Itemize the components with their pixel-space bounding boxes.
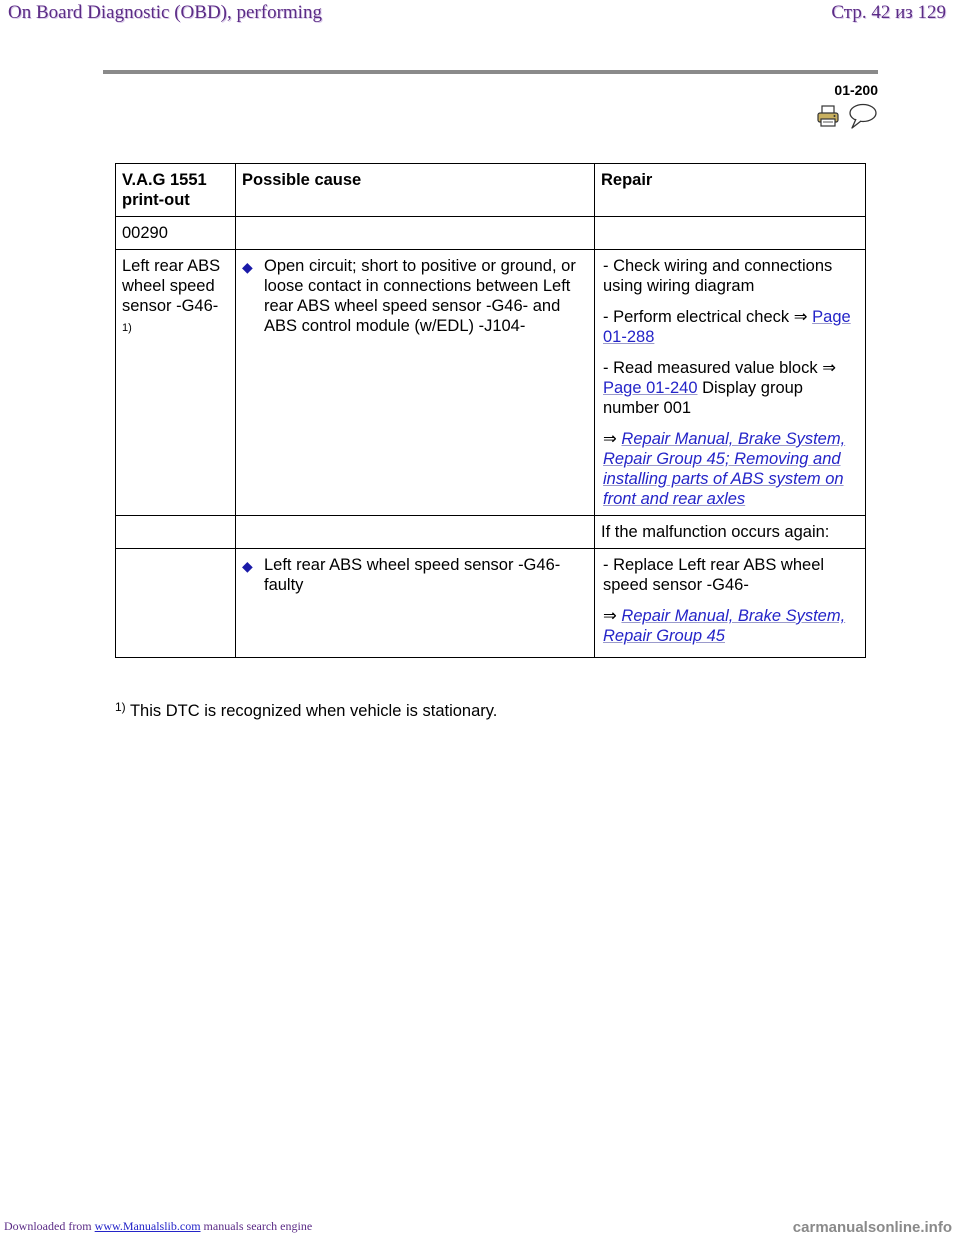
repair-step-suffix: Display group number 001: [603, 379, 803, 417]
arrow-icon: ⇒: [603, 430, 622, 448]
repair-cell: [595, 250, 866, 516]
cause-text: Open circuit; short to positive or ground, or loose contact in connections between Left rear ABS wheel speed sensor -G46- and ABS control module (w/EDL) -J104-: [264, 257, 576, 335]
repair-step: - Replace Left rear ABS wheel speed sensor -G46-: [603, 556, 825, 594]
table-row: [116, 516, 866, 549]
table-row: [116, 549, 866, 658]
page-link-01-240[interactable]: Page 01-240: [603, 379, 698, 397]
arrow-icon: ⇒: [793, 308, 813, 326]
header-printout: V.A.G 1551 print-out: [116, 164, 236, 217]
page-indicator: Стр. 42 из 129: [831, 2, 946, 23]
arrow-icon: ⇒: [603, 607, 622, 625]
download-credit: [4, 1219, 312, 1234]
empty-cell: [595, 217, 866, 250]
window-title: On Board Diagnostic (OBD), performing: [8, 2, 322, 23]
dtc-code: 00290: [116, 217, 236, 250]
repair-reference: [603, 606, 859, 646]
header-possible-cause: Possible cause: [236, 164, 595, 217]
dtc-table: [115, 163, 866, 658]
table-header-row: [116, 164, 866, 217]
repair-manual-link[interactable]: Repair Manual, Brake System, Repair Group 45; Removing and installing parts of ABS system on front and rear axles: [603, 430, 846, 508]
page-link-01-288[interactable]: Page 01-288: [603, 308, 851, 346]
component-name: Left rear ABS wheel speed sensor -G46-: [122, 257, 221, 315]
repair-step: [603, 307, 859, 347]
repair-manual-link[interactable]: Repair Manual, Brake System, Repair Group 45: [603, 607, 846, 645]
manualslib-link[interactable]: www.Manualslib.com: [94, 1219, 201, 1233]
repair-reference: [603, 429, 859, 509]
credit-prefix: Downloaded from: [4, 1219, 95, 1233]
cause-bullet: [242, 555, 588, 595]
watermark-text: carmanualsonline.info: [792, 1219, 952, 1236]
cause-bullet: [242, 256, 588, 336]
recurrence-note: If the malfunction occurs again:: [595, 516, 866, 549]
repair-step-text: - Read measured value block: [603, 359, 823, 377]
repair-step: - Check wiring and connections using wiring diagram: [603, 257, 833, 295]
credit-suffix: manuals search engine: [200, 1219, 313, 1233]
diamond-bullet-icon: ◆: [242, 558, 253, 574]
repair-step-text: - Perform electrical check: [603, 308, 794, 326]
cause-cell: [236, 549, 595, 658]
diamond-bullet-icon: ◆: [242, 259, 253, 275]
repair-cell: [595, 549, 866, 658]
table-row: [116, 217, 866, 250]
empty-cell: [236, 217, 595, 250]
repair-step: [603, 358, 859, 418]
footnote: [115, 702, 497, 721]
speech-bubble-icon[interactable]: [846, 102, 878, 130]
document-number: 01-200: [834, 82, 878, 98]
header-divider: [103, 70, 878, 74]
footnote-ref: 1): [122, 322, 132, 334]
empty-cell: [116, 516, 236, 549]
header-repair: Repair: [595, 164, 866, 217]
empty-cell: [116, 549, 236, 658]
table-row: [116, 250, 866, 516]
component-cell: [116, 250, 236, 516]
arrow-icon: ⇒: [822, 359, 837, 377]
footnote-text: This DTC is recognized when vehicle is stationary.: [125, 702, 498, 720]
cause-cell: [236, 250, 595, 516]
empty-cell: [236, 516, 595, 549]
footnote-mark: 1): [115, 700, 126, 714]
cause-text: Left rear ABS wheel speed sensor -G46- faulty: [264, 556, 561, 594]
printer-icon[interactable]: [816, 104, 840, 128]
